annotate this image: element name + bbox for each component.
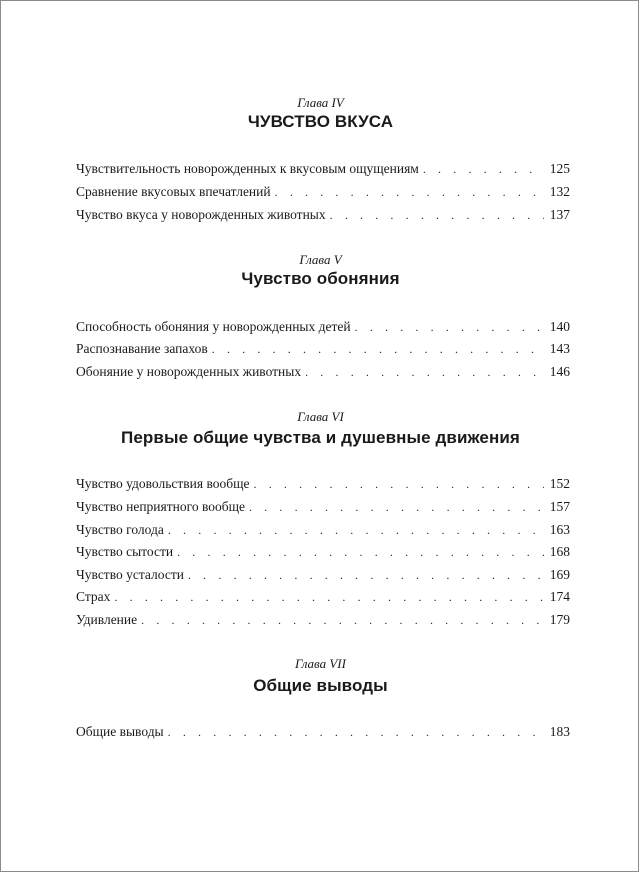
toc-entry[interactable] — [76, 182, 570, 202]
toc-entry[interactable] — [76, 497, 570, 517]
toc-entry-title: Чувство голода — [76, 522, 164, 537]
chapter-6-title: Первые общие чувства и душевные движения — [121, 428, 520, 447]
toc-entry-title: Распознавание запахов — [76, 341, 208, 356]
toc-entry-title: Удивление — [76, 612, 138, 627]
dot-leader — [177, 542, 544, 562]
toc-entry-page: 140 — [549, 319, 570, 334]
toc-entry-title: Страх — [76, 589, 111, 604]
dot-leader — [188, 565, 544, 585]
toc-entry-title: Общие выводы — [76, 724, 164, 739]
toc-entry-page: 125 — [549, 161, 570, 176]
dot-leader — [275, 182, 544, 202]
toc-entry[interactable] — [76, 159, 570, 179]
chapter-5-title: Чувство обоняния — [241, 269, 400, 288]
toc-entry[interactable] — [76, 339, 570, 359]
toc-entry[interactable] — [76, 362, 570, 382]
dot-leader — [355, 317, 544, 337]
toc-entry-title: Чувство неприятного вообще — [76, 499, 245, 514]
toc-entry-page: 179 — [549, 612, 570, 627]
toc-entry[interactable] — [76, 520, 570, 540]
toc-entry[interactable] — [76, 474, 570, 494]
toc-entry-page: 183 — [549, 724, 570, 739]
toc-entry[interactable] — [76, 587, 570, 607]
toc-entry[interactable] — [76, 317, 570, 337]
toc-entry-page: 137 — [549, 207, 570, 222]
toc-entry-page: 169 — [549, 567, 570, 582]
chapter-7-title: Общие выводы — [253, 676, 388, 695]
toc-entry-page: 163 — [549, 522, 570, 537]
dot-leader — [254, 474, 545, 494]
dot-leader — [423, 159, 544, 179]
dot-leader — [249, 497, 544, 517]
toc-entry-title: Чувство вкуса у новорожденных животных — [76, 207, 326, 222]
toc-entry[interactable] — [76, 565, 570, 585]
dot-leader — [114, 587, 544, 607]
toc-entry-title: Сравнение вкусовых впечатлений — [76, 184, 271, 199]
toc-entry[interactable] — [76, 722, 570, 742]
chapter-7-label: Глава VII — [295, 656, 346, 671]
toc-entry-page: 174 — [549, 589, 570, 604]
dot-leader — [168, 520, 544, 540]
toc-entry-title: Способность обоняния у новорожденных детей — [76, 319, 351, 334]
chapter-4-title: ЧУВСТВО ВКУСА — [247, 112, 394, 131]
toc-entry-page: 146 — [549, 364, 570, 379]
chapter-6-label: Глава VI — [297, 409, 344, 424]
toc-entry[interactable] — [76, 205, 570, 225]
toc-entry[interactable] — [76, 610, 570, 630]
toc-entry-title: Чувствительность новорожденных к вкусовым ощущениям — [76, 161, 419, 176]
toc-entry-page: 157 — [549, 499, 570, 514]
toc-entry-page: 168 — [549, 544, 570, 559]
dot-leader — [330, 205, 544, 225]
toc-entry[interactable] — [76, 542, 570, 562]
toc-entry-title: Обоняние у новорожденных животных — [76, 364, 302, 379]
toc-entry-page: 143 — [549, 341, 570, 356]
dot-leader — [305, 362, 544, 382]
toc-entry-page: 132 — [549, 184, 570, 199]
chapter-4-label: Глава IV — [297, 95, 344, 110]
dot-leader — [212, 339, 544, 359]
toc-entry-page: 152 — [549, 476, 570, 491]
toc-entry-title: Чувство сытости — [76, 544, 174, 559]
toc-entry-title: Чувство удовольствия вообще — [76, 476, 250, 491]
dot-leader — [168, 722, 544, 742]
toc-entry-title: Чувство усталости — [76, 567, 184, 582]
dot-leader — [141, 610, 544, 630]
chapter-5-label: Глава V — [299, 252, 342, 267]
